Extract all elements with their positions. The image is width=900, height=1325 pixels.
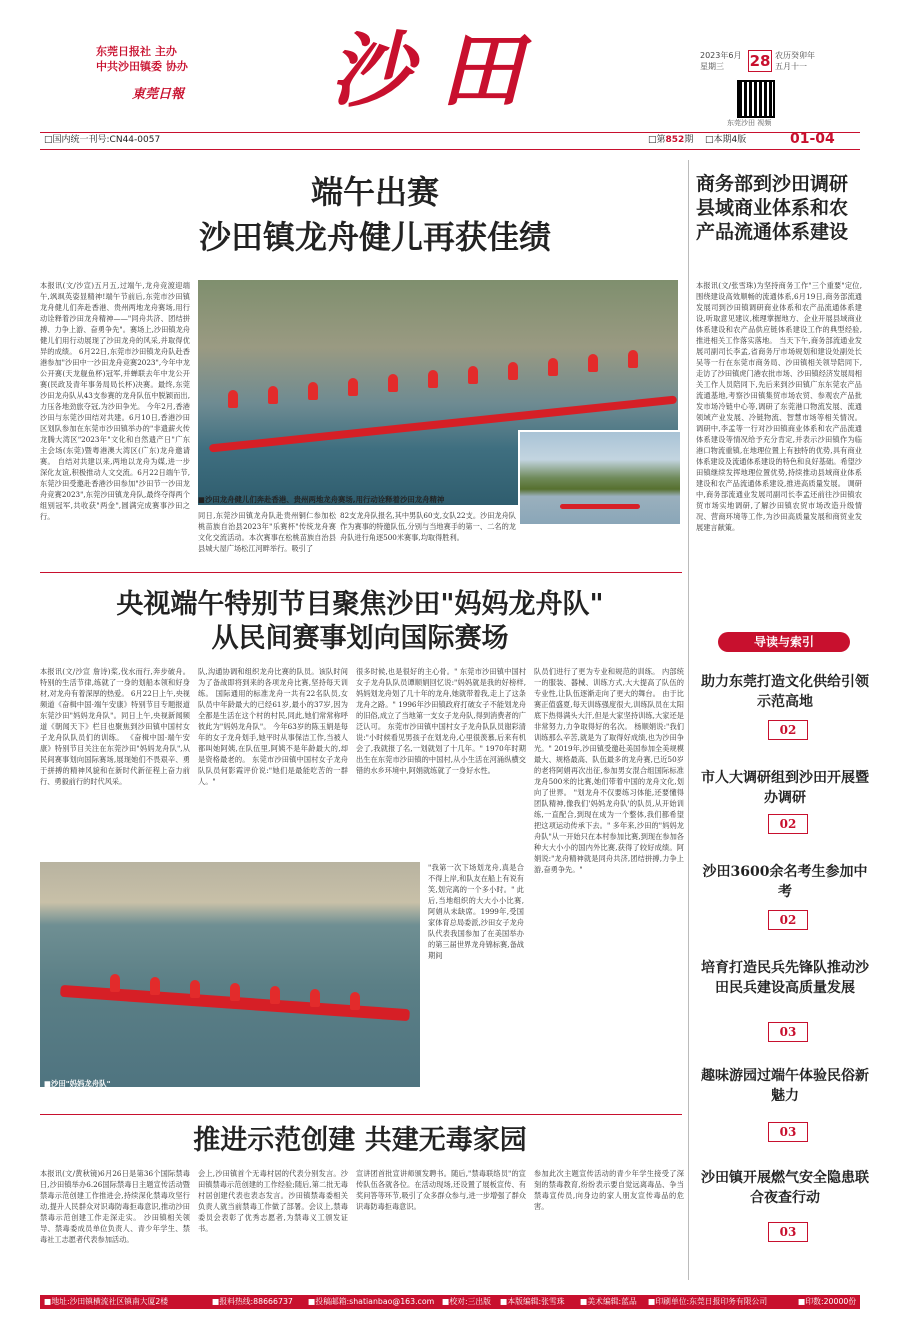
page-range: 01-04 <box>790 131 835 147</box>
date-info <box>700 50 741 72</box>
article3-column-4: 参加此次主题宣传活动的青少年学生接受了深刻的禁毒教育,纷纷表示要自觉远离毒品、争当禁毒宣传员,向身边的家人朋友宣传毒品的危害。 <box>534 1169 684 1211</box>
article2-photo-caption: ■沙田"妈妈龙舟队" <box>44 1079 111 1088</box>
river-race-inset-photo <box>518 430 682 526</box>
guide-index-banner: 导读与索引 <box>718 632 850 652</box>
column-divider <box>688 160 689 620</box>
rower-figure <box>350 992 360 1010</box>
article2-title-line1[interactable]: 央视端午特别节目聚焦沙田"妈妈龙舟队" <box>116 589 604 620</box>
footer-address: ■地址:沙田镇横流社区镇南大厦2楼 <box>44 1297 169 1306</box>
dongguan-daily-logo: 東莞日報 <box>132 87 185 102</box>
rower-figure <box>268 386 278 404</box>
article2-title-line2[interactable]: 从民间赛事划向国际赛场 <box>211 623 509 654</box>
article3-title[interactable]: 推进示范创建 共建无毒家园 <box>193 1125 527 1156</box>
rower-figure <box>428 370 438 388</box>
issn-text: 国内统一刊号:CN44-0057 <box>52 135 161 145</box>
footer-bar <box>40 1295 860 1309</box>
guide-item-6[interactable]: 沙田镇开展燃气安全隐患联合夜查行动 <box>701 1170 869 1206</box>
article2-column-4: 队员们进行了更为专业和规范的训练。 内部统一的服装、器械、训练方式,大大提高了队伍的专业性,让队伍逐渐走向了更大的舞台。 由于比赛正值盛夏,每天训练强度很大,训练队员在太阳底下热得满头大汗,但是大家坚持训练,大家还是非常努力,力争取得好的名次。 杨顺娟说:"我们训练那么辛苦,就是为了取得好成绩,也为沙田争光。" 2019年,沙田镇受邀赴美国参加全美规模最大、规格最高、队伍最多的龙舟赛,已近50岁的老将阿娟再次出征,参加男女混合组国际标准龙舟500米的比赛,她们带着中国的龙舟文化,划向了世界。 "划龙舟不仅要练习体能,还要懂得团队精神,像我们'妈妈龙舟队'的队员,从开始训练,一直配合,到现在成为一个整体,我们都希望把这项运动传承下去。" 多年来,沙田的"妈妈龙舟队"从一开始只在本村参加比赛,到现在参加各种大大小小的国内外比赛,获得了较好成绩。阿娟说:"龙舟精神就是同舟共济,团结拼搏,力争上游,奋勇争先。" <box>534 667 684 874</box>
guide-item-5[interactable]: 趣味游园过端午体验民俗新魅力 <box>701 1068 869 1104</box>
guide-page-4[interactable]: 03 <box>768 1022 808 1042</box>
qr-caption: 东莞沙田 视频 <box>727 119 772 127</box>
article1-column-3: 82支龙舟队报名,其中男队60支,女队22支。沙田龙舟队作为赛事的特邀队伍,分别与当地赛手的第一、二名的龙舟队进行角逐500米赛事,均取得胜利。 <box>340 511 516 542</box>
rower-figure <box>310 989 320 1007</box>
guide-item-1[interactable]: 助力东莞打造文化供给引领示范高地 <box>701 674 869 710</box>
footer-email: ■投稿邮箱:shatianbao@163.com <box>308 1297 435 1306</box>
rower-figure <box>230 983 240 1001</box>
lunar-day: 五月十一 <box>775 62 807 71</box>
date-year-month: 2023年6月 <box>700 51 742 60</box>
issue-suffix: 期 <box>684 135 694 145</box>
guide-page-6[interactable]: 03 <box>768 1222 808 1242</box>
mothers-dragon-boat-photo <box>40 862 420 1087</box>
rower-figure <box>388 374 398 392</box>
rower-figure <box>308 382 318 400</box>
column-divider <box>688 620 689 1280</box>
issn-number: □国内统一刊号:CN44-0057 <box>44 135 161 145</box>
rower-figure <box>588 354 598 372</box>
issue-value: 852 <box>665 135 685 145</box>
rower-figure <box>628 350 638 368</box>
rower-figure <box>468 366 478 384</box>
right-story-body: 本报讯(文/张雪珠)为坚持商务工作"三个重要"定位,围绕建设高效顺畅的流通体系,6月19日,商务部流通发展司到沙田镇调研商业体系和农产品流通体系建设,听取意见建议,梳理掌握地方、企业开展县域商业体系建设和农产品供应链体系建设工作的典型经验,推进相关工作落实落地。 当天下午,商务部流通业发展司副司长李孟,省商务厅市场规划和建设处副处长吴等一行在东莞市商务局、沙田镇相关领导陪同下,走访了沙田镇虎门港农批市场、沙田镇经济发展局相关工作人员陪同下,先后来到沙田镇广东东莞农产品流通基地,考察沙田镇集贸市场农贸、参观农产品批发市场冷链中心等,调研了东莞港口物流发展、流通领域产业发展、冷链物流、智慧市场等相关情况。 调研中,李孟等一行对沙田镇商业体系和农产品流通体系建设等情况给予充分肯定,并表示沙田镇作为临港口物流重镇,在地理位置上有独特的优势,具有商业体系建设及流通体系建设的特色和良好基础。希望沙田镇继续发挥地理位置优势,持续推动县域商业体系建设和农产品流通体系建设,推进高质量发展。 调研中,商务部流通业发展司副司长李孟还前往沙田镇农贸市场实地调研,了解沙田镇农贸市场改造升级情况、营商环境等工作,为沙田高质量发展和商贸业发展建言献策。 <box>696 281 862 532</box>
article1-column-2: 同日,东莞沙田镇龙舟队赴贵州铜仁参加松桃苗族自治县2023年"乐赛杯"传统龙舟赛文化交流活动。本次赛事在松桃苗族自治县县城大屋广场松江河畔举行。吸引了 <box>198 511 336 553</box>
footer-proofreader: ■校对:三出版 <box>442 1297 491 1306</box>
rower-figure <box>228 390 238 408</box>
page-count: □本期4版 <box>705 135 747 145</box>
rower-figure <box>190 980 200 998</box>
date-weekday: 星期三 <box>700 62 724 71</box>
article1-photo-caption: ■沙田龙舟健儿们奔赴香港、贵州两地龙舟赛场,用行动诠释着沙田龙舟精神 <box>198 495 445 504</box>
article1-title-line1[interactable]: 端午出赛 <box>310 173 439 211</box>
footer-editor: ■本版编辑:张雪珠 <box>500 1297 565 1306</box>
footer-phone: ■报料热线:88666737 <box>212 1297 293 1306</box>
issue-number: □第852期 <box>648 135 694 145</box>
masthead-title: 沙田 <box>330 23 550 119</box>
article2-column-1: 本报讯(文/沙宣 詹诗)桨,伐水而行,奔步破舟。特别的生活节律,练就了一身的划船本领和好身材,对龙舟有着深厚的热爱。 6月22日上午,央视频道《奋楫中国·端午安康》特别节目专题报道东莞沙田"妈妈龙舟队"。同日上午,央视新闻频道《朝闻天下》栏目也聚焦到沙田镇中国村女子龙舟队队员们的训练。 《奋楫中国·端午安康》特别节目关注在东莞沙田"妈妈龙舟队",从民间赛事划向国际赛场,展现她们不畏艰辛、勇于拼搏的精神风貌和在新时代新征程上奋力前行、勇毅前行的时代风采。 <box>40 667 190 786</box>
rower-figure <box>150 977 160 995</box>
article3-column-1: 本报讯(文/黄秋镜)6月26日是第36个国际禁毒日,沙田镇举办6.26国际禁毒日主题宣传活动暨禁毒示范创建工作推进会,持续深化禁毒攻坚行动,提升人民群众对识毒防毒拒毒意识,推动沙田禁毒示范创建工作走深走实。 沙田镇相关领导、禁毒委成员单位负责人、青少年学生、禁毒社工志愿者代表参加活动。 <box>40 1169 190 1244</box>
rower-figure <box>110 974 120 992</box>
article3-column-3: 宣讲团首批宣讲师颁发聘书。随后,"禁毒联络员"的宣传队伍各就各位。在活动现场,还设置了展板宣传、有奖问答等环节,吸引了众多群众参与,进一步增强了群众识毒防毒拒毒意识。 <box>356 1169 526 1211</box>
rower-figure <box>348 378 358 396</box>
article2-column-5: "我第一次下场划龙舟,真是合不得上岸,和队友在船上有说有笑,划完离的一个多小时。" 此后,当地组织的大大小小比赛,阿娟从未缺席。1999年,受国家体育总局委派,沙田女子龙舟队代表我国参加了在美国举办的第三届世界龙舟锦标赛,备战期间 <box>428 863 524 960</box>
section-divider <box>40 572 682 573</box>
sponsor-info <box>96 44 188 74</box>
footer-copies: ■印数:20000份 <box>798 1297 857 1306</box>
footer-printer: ■印刷单位:东莞日报印务有限公司 <box>648 1297 768 1306</box>
rower-figure <box>508 362 518 380</box>
date-day: 28 <box>749 52 771 70</box>
rower-figure <box>270 986 280 1004</box>
guide-page-5[interactable]: 03 <box>768 1122 808 1142</box>
lunar-year: 农历癸卯年 <box>775 51 815 60</box>
guide-page-1[interactable]: 02 <box>768 720 808 740</box>
boat-hull <box>560 504 640 509</box>
guide-item-2[interactable]: 市人大调研组到沙田开展暨办调研 <box>701 770 869 806</box>
guide-page-3[interactable]: 02 <box>768 910 808 930</box>
issue-prefix: 第 <box>656 135 666 145</box>
article1-title-line2[interactable]: 沙田镇龙舟健儿再获佳绩 <box>198 218 551 256</box>
article1-column-1: 本报讯(文/沙宣)五月五,过端午,龙舟竞渡迎端午,飒飒英姿显精神!端午节前后,东莞市沙田镇龙舟健儿们奔赴香港、贵州两地龙舟赛场,用行动诠释着沙田龙舟精神——"同舟共济、团结拼搏、力争上游、奋勇争先"。赛场上,沙田镇龙舟健儿们用行动展现了沙田龙舟的风采,并取得优异的成绩。 6月22日,东莞市沙田镇龙舟队赴香港参加"沙田中一沙田龙舟竞赛2023",今年中龙公开赛(天龙舰鱼杯)冠军,并蝉联去年中龙公开赛(民政及青年事务局局长杯)决赛。最终,东莞沙田龙舟队从43支参赛的龙舟队伍中脱颖而出,力压各地劲旅夺冠,为沙田争光。 今年2月,香港沙田与东莞沙田结对共建。6月10日,香港沙田区划队参加在东莞市沙田镇举办的"非遗薪火传 龙腾大湾区"2023年"文化和自然遗产日"广东主会场(东莞)暨粤港澳大湾区(广东)龙舟邀请赛。 自结对共建以来,两地以龙舟为媒,进一步深化友谊,积极推动人文交流。6月22日端午节,东莞沙田受邀赴香港沙田参加"沙田节一沙田龙舟竞赛2023",东莞沙田镇龙舟队,最终夺得两个组别冠军,共收获"两金",圆满完成赛事沙田之行。 <box>40 281 190 521</box>
sponsor-line-1: 东莞日报社 主办 <box>96 45 177 58</box>
article2-column-2: 队,沟通协调和组织龙舟比赛的队员。该队时间为了备战即将到来的各项龙舟比赛,坚持每天训练。 国际通用的标准龙舟一共有22名队员,女队员中年龄最大的已经61岁,最小的37岁,因为全都是生活在这个村的村民,同此,她们常常称呼彼此为"妈妈龙舟队"。 今年63岁的陈玉娟是每年的女子龙舟划手,她平时从事保洁工作,当被人都叫她阿姨,在队伍里,阿姨不是年龄最大的,却是资格最老的。 东莞市沙田镇中国村女子龙舟队队员何影霞评价说:"她们是最能吃苦的一群人。" <box>198 667 348 786</box>
sponsor-line-2: 中共沙田镇委 协办 <box>96 60 188 73</box>
rower-figure <box>548 358 558 376</box>
qr-code-icon[interactable] <box>737 80 775 118</box>
footer-art-editor: ■美术编辑:蓝品 <box>580 1297 637 1306</box>
guide-page-2[interactable]: 02 <box>768 814 808 834</box>
guide-item-4[interactable]: 培育打造民兵先锋队推动沙田民兵建设高质量发展 <box>701 960 869 996</box>
page-count-text: 本期4版 <box>713 135 747 145</box>
lunar-date <box>775 50 815 72</box>
right-story-title[interactable]: 商务部到沙田调研县域商业体系和农产品流通体系建设 <box>696 173 849 243</box>
guide-item-3[interactable]: 沙田3600余名考生参加中考 <box>702 864 868 900</box>
article2-column-3: 很多时候,也是很好的主心骨。" 东莞市沙田镇中国村女子龙舟队队员谭顺娟回忆说:"妈妈就是我的好榜样,妈妈划龙舟划了几十年的龙舟,她就带着我,走上了这条龙舟之路。" 1996年沙田镇政府打破女子不能划龙舟的旧俗,成立了当地第一支女子龙舟队,得到消费者的广泛认可。 东莞市沙田镇中国村女子龙舟队队员谢彩清说:"小时候看见男孩子在划龙舟,心里很羡慕,后来有机会了,我就报了名,一划就划了十几年。" 1970年时期出生在东莞市沙田镇的中国村,从小生活在河涌纵横交错的水乡环境中,阿娟就练就了一身好水性。 <box>356 667 526 775</box>
section-divider <box>40 1114 682 1115</box>
article3-column-2: 会上,沙田镇首个无毒村居的代表分别发言。沙田镇禁毒示范创建的工作经验;随后,第二批无毒村居创建代表也表态发言。沙田镇禁毒委相关负责人就当前禁毒工作做了部署。会议上,禁毒委员会表彰了优秀志愿者,为禁毒义工颁发证书。 <box>198 1169 348 1233</box>
